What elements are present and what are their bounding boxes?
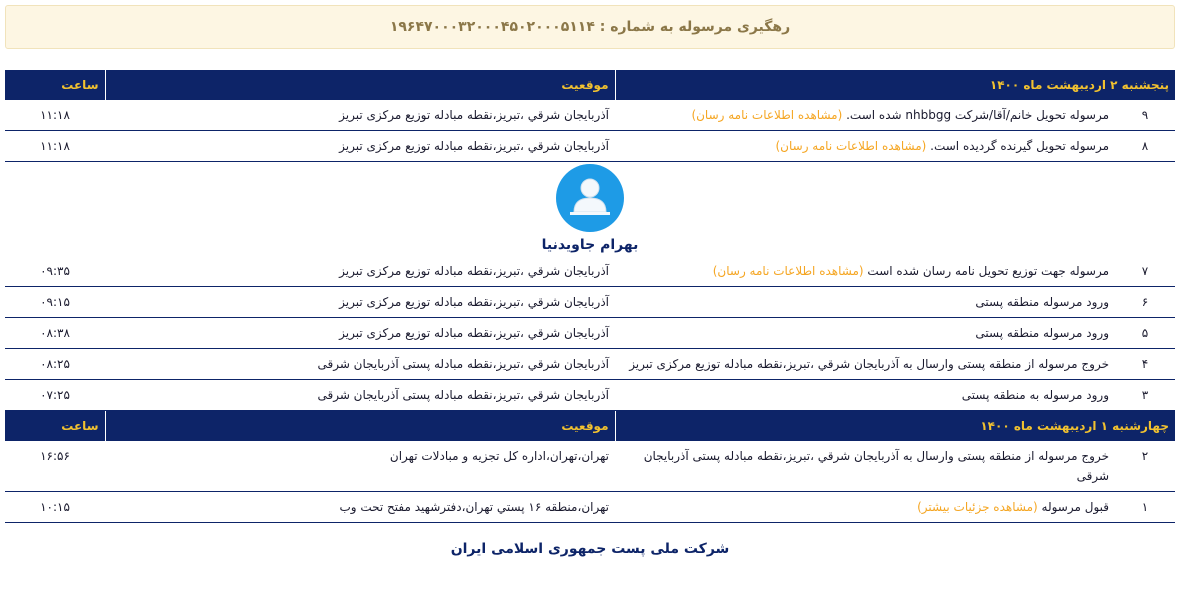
description-text: ورود مرسوله منطقه پستی — [975, 295, 1109, 309]
row-time: ۰۹:۱۵ — [5, 287, 105, 318]
row-description — [615, 492, 1115, 523]
row-description — [615, 318, 1115, 349]
details-link[interactable]: (مشاهده اطلاعات نامه رسان) — [712, 264, 864, 278]
row-number: ۲ — [1115, 441, 1175, 492]
row-number: ۵ — [1115, 318, 1175, 349]
row-description — [615, 441, 1115, 492]
row-location: تهران،منطقه ۱۶ پستي تهران،دفترشهید مفتح تحت وب — [105, 492, 615, 523]
row-location: آذربایجان شرقي ،تبریز،نقطه مبادله توزیع مرکزی تبریز — [105, 131, 615, 162]
footer-company-name: شرکت ملی پست جمهوری اسلامی ایران — [450, 541, 730, 557]
location-header: موقعیت — [105, 70, 615, 100]
row-number: ۷ — [1115, 256, 1175, 287]
description-text: ورود مرسوله به منطقه پستی — [961, 388, 1109, 402]
row-description — [615, 100, 1115, 131]
description-text: مرسوله تحویل خانم/آقا/شرکت nhbbgg شده است. — [846, 108, 1109, 122]
row-time: ۱۱:۱۸ — [5, 131, 105, 162]
group-header — [5, 70, 1175, 100]
description-text: قبول مرسوله — [1041, 500, 1109, 514]
table-row — [5, 349, 1175, 380]
tracking-title: رهگیری مرسوله به شماره : ۱۹۶۴۷۰۰۰۳۲۰۰۰۴۵۰۲۰۰۰۵۱۱۴ — [389, 19, 791, 35]
row-location: آذربایجان شرقي ،تبریز،نقطه مبادله توزیع مرکزی تبریز — [105, 318, 615, 349]
details-link[interactable]: (مشاهده اطلاعات نامه رسان) — [691, 108, 843, 122]
postman-name: بهرام جاویدنیا — [541, 237, 639, 253]
row-time: ۱۶:۵۶ — [5, 441, 105, 492]
tracking-table-group-1 — [5, 70, 1175, 411]
description-text: مرسوله جهت توزیع تحویل نامه رسان شده است — [867, 264, 1109, 278]
row-number: ۴ — [1115, 349, 1175, 380]
row-time: ۰۸:۳۸ — [5, 318, 105, 349]
details-link[interactable]: (مشاهده اطلاعات نامه رسان) — [775, 139, 927, 153]
postman-info — [5, 162, 1175, 257]
time-header: ساعت — [5, 411, 105, 441]
row-time: ۱۱:۱۸ — [5, 100, 105, 131]
description-text: خروج مرسوله از منطقه پستی وارسال به آذربایجان شرقي ،تبریز،نقطه مبادله پستی آذربایجان شرقی — [643, 449, 1109, 483]
row-description — [615, 349, 1115, 380]
row-number: ۱ — [1115, 492, 1175, 523]
row-number: ۸ — [1115, 131, 1175, 162]
row-location: تهران،تهران،اداره کل تجزیه و مبادلات تهران — [105, 441, 615, 492]
group-header — [5, 411, 1175, 441]
row-location: آذربایجان شرقي ،تبریز،نقطه مبادله توزیع مرکزی تبریز — [105, 100, 615, 131]
row-location: آذربایجان شرقي ،تبریز،نقطه مبادله توزیع مرکزی تبریز — [105, 256, 615, 287]
row-number: ۹ — [1115, 100, 1175, 131]
table-row — [5, 380, 1175, 411]
row-time: ۰۷:۲۵ — [5, 380, 105, 411]
row-time: ۰۹:۳۵ — [5, 256, 105, 287]
row-location: آذربایجان شرقي ،تبریز،نقطه مبادله توزیع مرکزی تبریز — [105, 287, 615, 318]
table-row — [5, 287, 1175, 318]
row-location: آذربایجان شرقي ،تبریز،نقطه مبادله پستی آذربایجان شرقی — [105, 380, 615, 411]
group-date: چهارشنبه ۱ اردیبهشت ماه ۱۴۰۰ — [615, 411, 1175, 441]
description-text: خروج مرسوله از منطقه پستی وارسال به آذربایجان شرقي ،تبریز،نقطه مبادله توزیع مرکزی تبریز — [629, 357, 1109, 371]
user-avatar-icon — [556, 164, 624, 232]
table-row — [5, 441, 1175, 492]
tracking-table-group-2 — [5, 411, 1175, 523]
row-number: ۳ — [1115, 380, 1175, 411]
tracking-header — [5, 5, 1175, 49]
description-text: ورود مرسوله منطقه پستی — [975, 326, 1109, 340]
row-description — [615, 380, 1115, 411]
group-date: پنجشنبه ۲ اردیبهشت ماه ۱۴۰۰ — [615, 70, 1175, 100]
description-text: مرسوله تحویل گیرنده گردیده است. — [930, 139, 1109, 153]
row-location: آذربایجان شرقي ،تبریز،نقطه مبادله پستی آذربایجان شرقی — [105, 349, 615, 380]
table-row — [5, 131, 1175, 162]
table-row — [5, 100, 1175, 131]
table-row — [5, 492, 1175, 523]
table-row — [5, 318, 1175, 349]
details-link[interactable]: (مشاهده جزئیات بیشتر) — [917, 500, 1038, 514]
row-description — [615, 287, 1115, 318]
row-time: ۱۰:۱۵ — [5, 492, 105, 523]
row-number: ۶ — [1115, 287, 1175, 318]
time-header: ساعت — [5, 70, 105, 100]
table-row — [5, 256, 1175, 287]
row-description — [615, 131, 1115, 162]
row-description — [615, 256, 1115, 287]
location-header: موقعیت — [105, 411, 615, 441]
row-time: ۰۸:۲۵ — [5, 349, 105, 380]
